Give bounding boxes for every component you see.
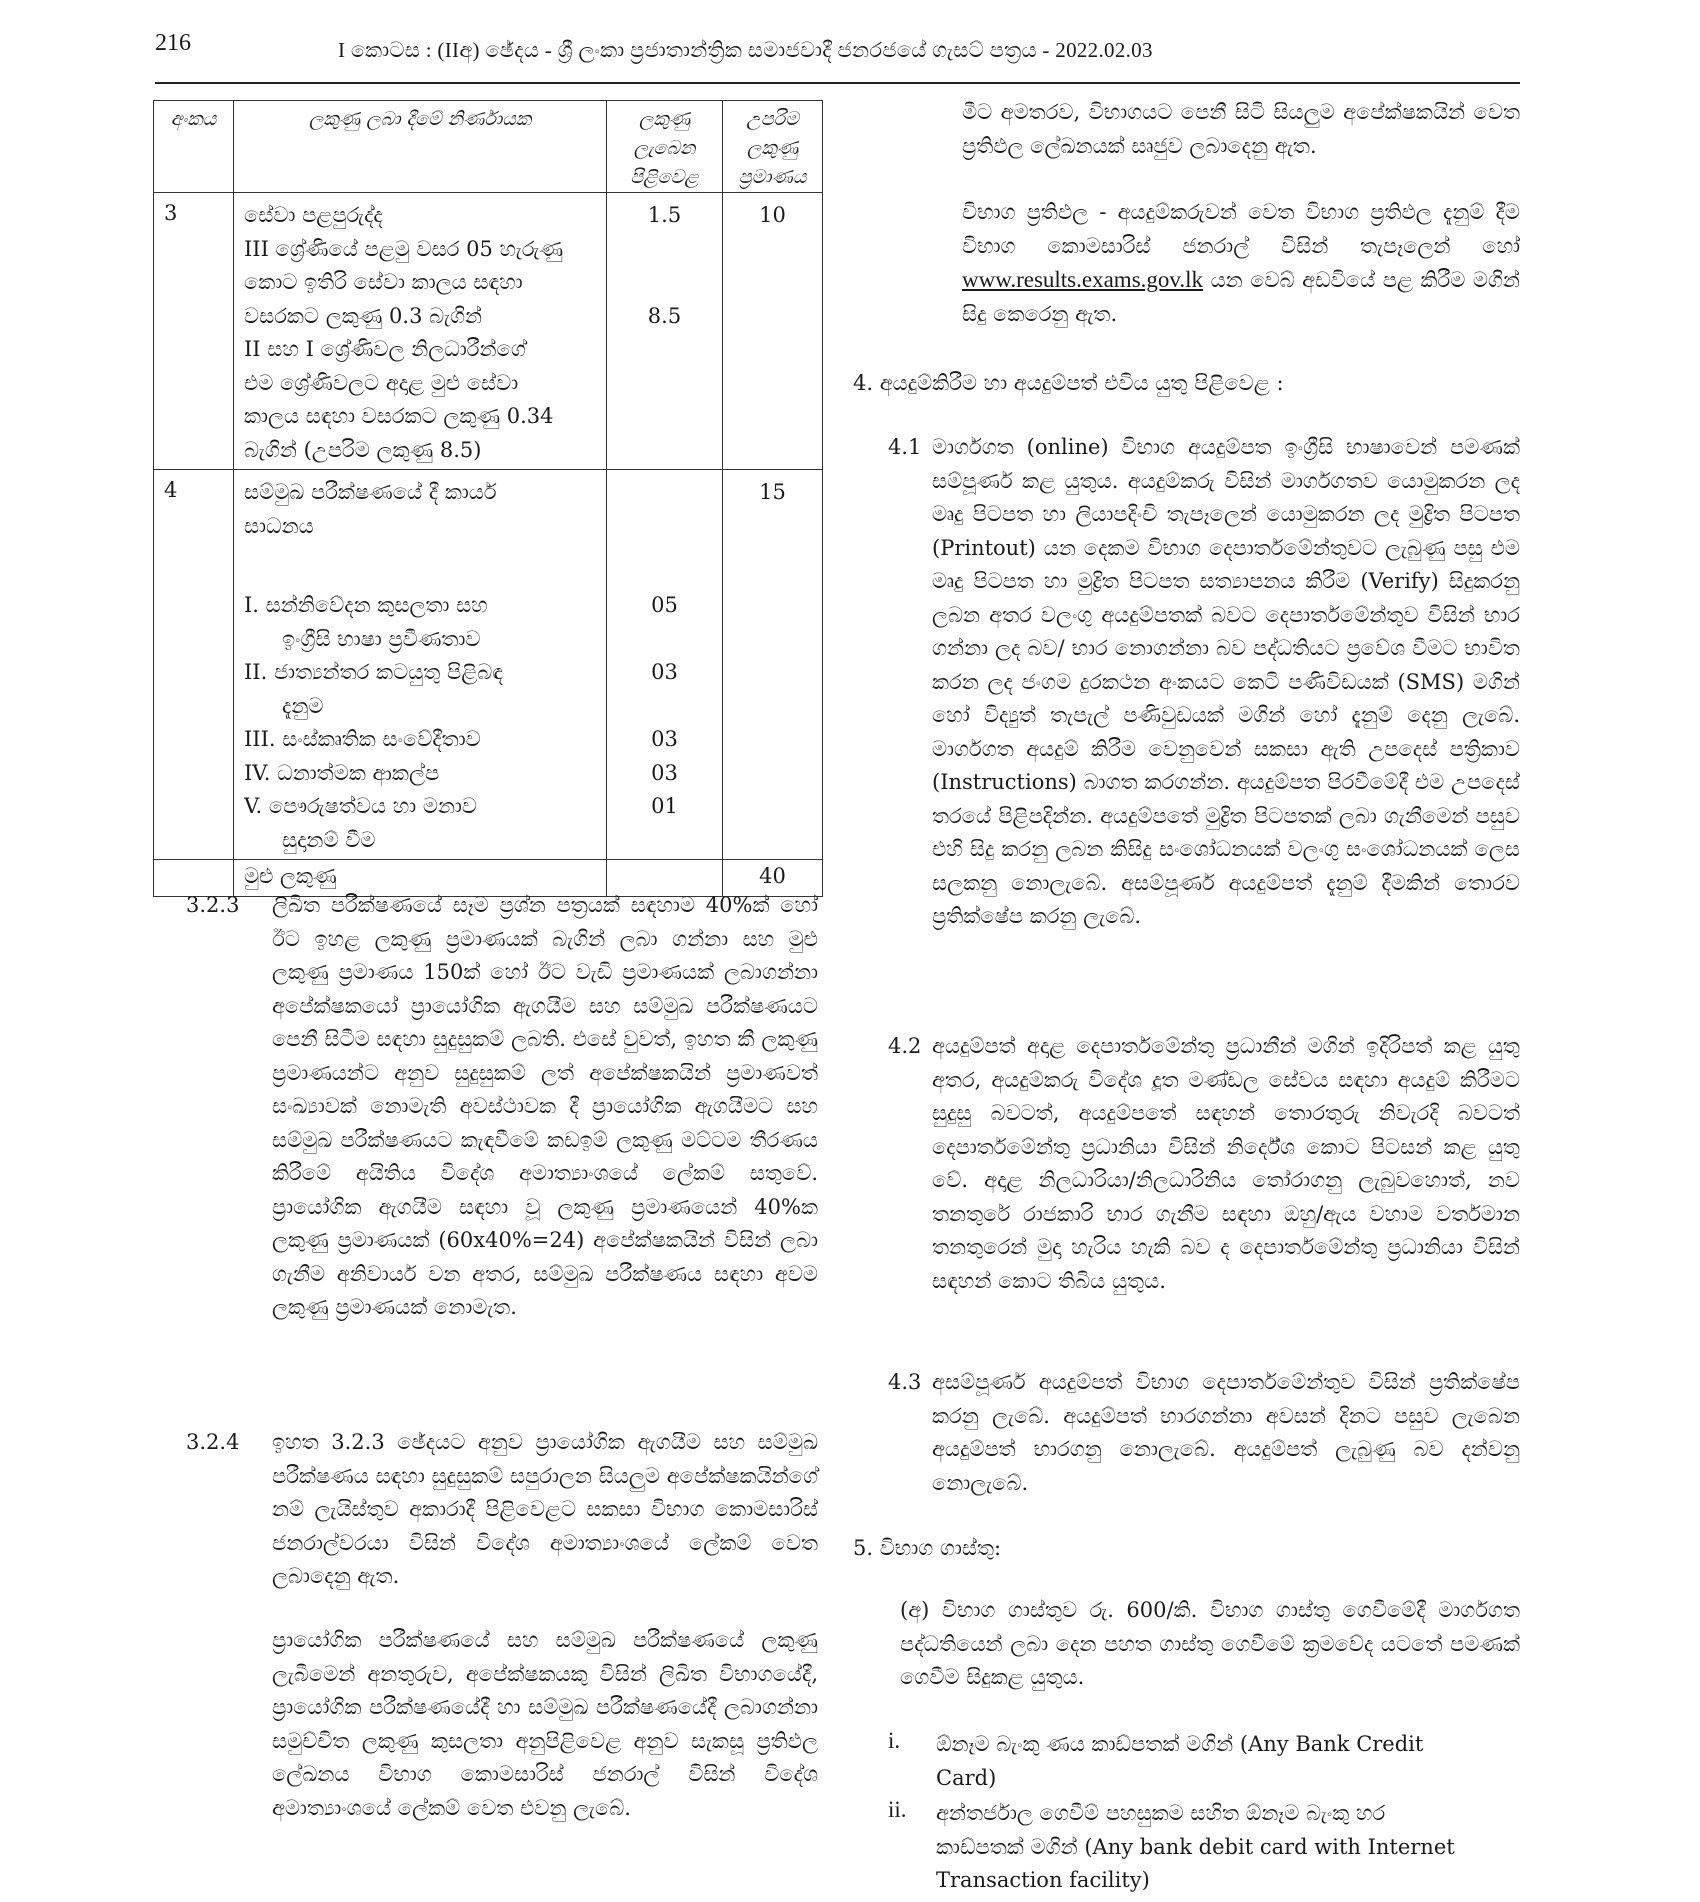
table-row xyxy=(154,193,823,470)
row-scoring xyxy=(607,470,723,860)
section-5-heading: 5. විභාග ගාස්තු: xyxy=(853,1536,1002,1560)
row-scoring xyxy=(607,193,723,470)
criteria-line: කාලය සඳහා වසරකට ලකුණු 0.34 xyxy=(244,404,554,428)
row-max: 15 xyxy=(723,470,823,860)
payment-method-2 xyxy=(936,1797,1520,1898)
criteria-item: III. සංස්කෘතික සංවේදීතාව xyxy=(244,727,481,751)
results-text: විභාග ප්‍රතිඵල - අයදුම්කරුවන් වෙත විභාග ප්‍රතිඵල දැනුම් දීම විභාග කොමසාරිස් ජනරාල් විසින් තැපෑලෙන් හෝ xyxy=(962,200,1520,258)
payment-method-line: කාඩ්පතක් මගින් (Any bank debit card with Internet xyxy=(936,1834,1455,1859)
criteria-item: IV. ධනාත්මක ආකල්ප xyxy=(244,760,440,785)
section-label: 4.2 xyxy=(888,1034,922,1058)
row-number: 4 xyxy=(154,470,234,860)
criteria-title: සම්මුඛ පරීක්ෂණයේ දී කාර්ය xyxy=(244,480,497,504)
section-label: 3.2.4 xyxy=(186,1430,240,1454)
section-label: 3.2.3 xyxy=(186,893,240,917)
section-5-a-text: (අ) විභාග ගාස්තුව රු. 600/කි. විභාග ගාස්තු ගෙවීමේදී මාර්ගගත පද්ධතියෙන් ලබා දෙන පහත ගාස්තු ගෙවීමේ ක්‍රමවේද යටතේ පමණක් ගෙවීම සිදුකළ යුතුය. xyxy=(900,1598,1520,1689)
row-criteria xyxy=(234,193,607,470)
header-criteria: ලකුණු ලබා දීමේ නිර්ණායක xyxy=(234,101,607,193)
page-number: 216 xyxy=(155,30,191,56)
marks-table xyxy=(153,100,823,897)
section-4-heading: 4. අයදුම්කිරීම හා අයදුම්පත් එවිය යුතු පිළිවෙළ : xyxy=(853,371,1284,395)
section-label: 4.3 xyxy=(888,1370,922,1394)
results-text: යන වෙබ් අඩවියේ පළ කිරීම මගින් සිදු කෙරෙනු ඇත. xyxy=(962,268,1520,326)
mark-value: 8.5 xyxy=(647,303,682,328)
criteria-item: දැනුම xyxy=(282,693,324,718)
table-header-row xyxy=(154,101,823,193)
criteria-line: එම ශ්‍රේණිවලට අදාළ මුළු සේවා xyxy=(244,370,519,395)
row-number: 3 xyxy=(154,193,234,470)
header-scoring-text: ලකුණු ලැබෙන පිළිවෙළ xyxy=(630,108,699,188)
section-3-2-3-text: ලිඛිත පරීක්ෂණයේ සෑම ප්‍රශ්න පත්‍රයක් සඳහාම 40%ක් හෝ ඊට ඉහළ ලකුණු ප්‍රමාණයක් බැගින් ලබා ගන්නා සහ මුළු ලකුණු ප්‍රමාණය 150ක් හෝ ඊට වැඩි ප්‍රමාණයක් ලබාගන්නා අපේක්ෂකයෝ ප්‍රායෝගික ඇගයීම සහ සම්මුඛ පරීක්ෂණයට පෙනී සිටීම සඳහා සුදුසුකම් ලබති. එසේ වුවත්, ඉහත කී ලකුණු ප්‍රමාණයන්ට අනුව සුදුසුකම් ලත් අපේක්ෂකයින් ප්‍රමාණවත් සංඛ්‍යාවක් නොමැති අවස්ථාවක දී ප්‍රායෝගික ඇගයීමට සහ සම්මුඛ පරීක්ෂණයට කැඳවීමේ කඩඉම් ලකුණු මට්ටම තීරණය කිරීමේ අයිතිය විදේශ අමාත්‍යාංශයේ ලේකම් සතුවේ. ප්‍රායෝගික ඇගයීම සඳහා වූ ලකුණු ප්‍රමාණයෙන් 40%ක ලකුණු ප්‍රමාණයක් (60x40%=24) අපේක්ෂකයින් විසින් ලබා ගැනීම අනිවාර්ය වන අතර, සම්මුඛ පරීක්ෂණය සඳහා අවම ලකුණු ප්‍රමාණයක් නොමැත. xyxy=(272,893,818,1319)
row-max: 10 xyxy=(723,193,823,470)
row-criteria xyxy=(234,470,607,860)
results-website-link[interactable]: www.results.exams.gov.lk xyxy=(962,267,1204,292)
header-max xyxy=(723,101,823,193)
results-paragraph: මීට අමතරව, විභාගයට පෙනී සිටි සියලුම අපේක්ෂකයින් වෙත ප්‍රතිඵල ලේඛනයක් සෘජුව ලබාදෙනු ඇත. xyxy=(962,100,1520,158)
criteria-title: සේවා පළපුරුද්ද xyxy=(244,203,383,227)
running-head: I කොටස : (IIඅ) ඡේදය - ශ්‍රී ලංකා ප්‍රජාතාන්ත්‍රික සමාජවාදී ජනරජයේ ගැසට් පත්‍රය - 2022.02.03 xyxy=(338,38,1153,62)
header-rule xyxy=(155,82,1520,84)
table-row xyxy=(154,470,823,860)
payment-method-line: Transaction facility) xyxy=(936,1868,1150,1892)
payment-method-label: i. xyxy=(888,1728,901,1753)
criteria-item: V. පෞරුෂත්වය හා මනාව xyxy=(244,794,478,818)
criteria-line: කොට ඉතිරි සේවා කාලය සඳහා xyxy=(244,270,523,294)
section-3-2-4-text: ඉහත 3.2.3 ඡේදයට අනුව ප්‍රායෝගික ඇගයීම සහ සම්මුඛ පරීක්ෂණය සඳහා සුදුසුකම් සපුරාලන සියලුම අපේක්ෂකයින්ගේ නම් ලැයිස්තුව අකාරාදී පිළිවෙළට සකසා විභාග කොමසාරිස් ජනරාල්වරයා විසින් විදේශ අමාත්‍යාංශයේ ලේකම් වෙත ලබාදෙනු ඇත. xyxy=(272,1430,818,1588)
mark-value: 03 xyxy=(651,760,678,785)
criteria-line: III ශ්‍රේණියේ පළමු වසර 05 හැරුණු xyxy=(244,236,564,261)
payment-method-label: ii. xyxy=(888,1797,907,1822)
criteria-item: II. ජාත්‍යන්තර කටයුතු පිළිබඳ xyxy=(244,660,503,684)
criteria-line: II සහ I ශ්‍රේණිවල නිලධාරීන්ගේ xyxy=(244,337,526,361)
section-4-2-text: අයදුම්පත් අදාළ දෙපාර්තමේන්තු ප්‍රධානීන් මගින් ඉදිරිපත් කළ යුතු අතර, අයදුම්කරු විදේශ දූත මණ්ඩල සේවය සඳහා අයදුම් කිරීමට සුදුසු බවටත්, අයදුම්පතේ සඳහන් තොරතුරු නිවැරදි බවටත් දෙපාර්තමේන්තු ප්‍රධානියා විසින් නිර්දේශ කොට පිටසන් කළ යුතු වේ. අදාළ නිලධාරියා/නිලධාරිනිය තෝරාගනු ලැබුවහොත්, නව තනතුරේ රාජකාරි භාර ගැනීම සඳහා ඔහු/ඇය වහාම වර්තමාන තනතුරෙන් මුදා හැරිය හැකි බව ද දෙපාර්තමේන්තු ප්‍රධානියා විසින් සඳහන් කොට තිබිය යුතුය. xyxy=(932,1034,1520,1293)
mark-value: 05 xyxy=(651,593,678,617)
mark-value: 03 xyxy=(651,660,678,684)
criteria-item: I. සන්නිවේදන කුසලතා සහ xyxy=(244,593,488,617)
mark-value: 03 xyxy=(651,727,678,751)
criteria-line: බැගින් (උපරිම ලකුණු 8.5) xyxy=(244,437,482,462)
criteria-title: සාධනය xyxy=(244,513,314,538)
total-value: 40 xyxy=(723,860,823,897)
section-3-2-4-text-2: ප්‍රායෝගික පරීක්ෂණයේ සහ සම්මුඛ පරීක්ෂණයේ ලකුණු ලැබීමෙන් අනතුරුව, අපේක්ෂකයකු විසින් ලිඛිත විභාගයේදී, ප්‍රායෝගික පරීක්ෂණයේදී හා සම්මුඛ පරීක්ෂණයේදී ලබාගන්නා සමුච්චිත ලකුණු කුසලතා අනුපිළිවෙළ අනුව සැකසූ ප්‍රතිඵල ලේඛනය විභාග කොමසාරිස් ජනරාල් විසින් විදේශ අමාත්‍යාංශයේ ලේකම් වෙත එවනු ලැබේ. xyxy=(272,1628,818,1820)
payment-method-1 xyxy=(936,1728,1520,1795)
criteria-item: ඉංග්‍රීසි භාෂා ප්‍රවීණතාව xyxy=(282,626,481,651)
section-4-1-text: මාර්ගගත (online) විභාග අයදුම්පත ඉංග්‍රීසි භාෂාවෙන් පමණක් සම්පූර්ණ කළ යුතුය. අයදුම්කරු විසින් මාර්ගගතව යොමුකරන ලද මෘදු පිටපත හා ලියාපදිංචි තැපෑලෙන් යොමුකරන ලද මුද්‍රිත පිටපත (Printout) යන දෙකම විභාග දෙපාර්තමේන්තුවට ලැබුණු පසු එම මෘදු පිටපත හා මුද්‍රිත පිටපත සත්‍යාපනය කිරීම (Verify) සිදුකරනු ලබන අතර වලංගු අයදුම්පතක් බවට දෙපාර්තමේන්තුව විසින් භාර ගන්නා ලද බව/ භාර නොගන්නා බව පද්ධතියට ප්‍රවේශ වීමට භාවිත කරන ලද ජංගම දුරකථන අංකයට කෙටි පණිවිඩයක් (SMS) මගින් හෝ විද්‍යුත් තැපැල් පණිවුඩයක් මගින් හෝ දැනුම් දෙනු ලැබේ. මාර්ගගත අයදුම් කිරීම වෙනුවෙන් සකසා ඇති උපදෙස් පත්‍රිකාව (Instructions) බාගත කරගන්න. අයදුම්පත පිරවීමේදී එම උපදෙස් තරයේ පිළිපදින්න. අයදුම්පතේ මුද්‍රිත පිටපතක් ලබා ගැනීමෙන් පසුව එහි සිදු කරනු ලබන කිසිදු සංශෝධනයක් වලංගු සංශෝධනයක් ලෙස සලකනු නොලැබේ. අසම්පූර්ණ අයදුම්පත් දැනුම් දීමකින් තොරව ප්‍රතික්ෂේප කරනු ලැබේ. xyxy=(932,435,1520,928)
results-paragraph-2 xyxy=(962,196,1520,331)
criteria-item: සුදානම් වීම xyxy=(282,827,376,852)
payment-method-line: Card) xyxy=(936,1765,997,1790)
total-label: මුළු ලකුණු xyxy=(234,860,607,897)
section-label: 4.1 xyxy=(888,435,922,459)
payment-method-line: අන්තර්ජාල ගෙවීම් පහසුකම සහිත ඕනෑම බැංකු හර xyxy=(936,1801,1386,1825)
header-scoring xyxy=(607,101,723,193)
mark-value: 01 xyxy=(651,794,678,818)
criteria-line: වසරකට ලකුණු 0.3 බැගින් xyxy=(244,303,483,328)
payment-method-line: ඕනෑම බැංකු ණය කාඩ්පතක් මගින් (Any Bank Credit xyxy=(936,1732,1424,1756)
header-max-text: උපරිම ලකුණු ප්‍රමාණය xyxy=(738,108,807,188)
mark-value: 1.5 xyxy=(647,203,682,227)
section-4-3-text: අසම්පූර්ණ අයදුම්පත් විභාග දෙපාර්තමේන්තුව විසින් ප්‍රතික්ෂේප කරනු ලැබේ. අයදුම්පත් භාරගන්නා අවසන් දිනට පසුව ලැබෙන අයදුම්පත් භාරගනු නොලැබේ. අයදුම්පත් ලැබුණු බව දන්වනු නොලැබේ. xyxy=(932,1370,1520,1495)
header-number: අංකය xyxy=(154,101,234,193)
